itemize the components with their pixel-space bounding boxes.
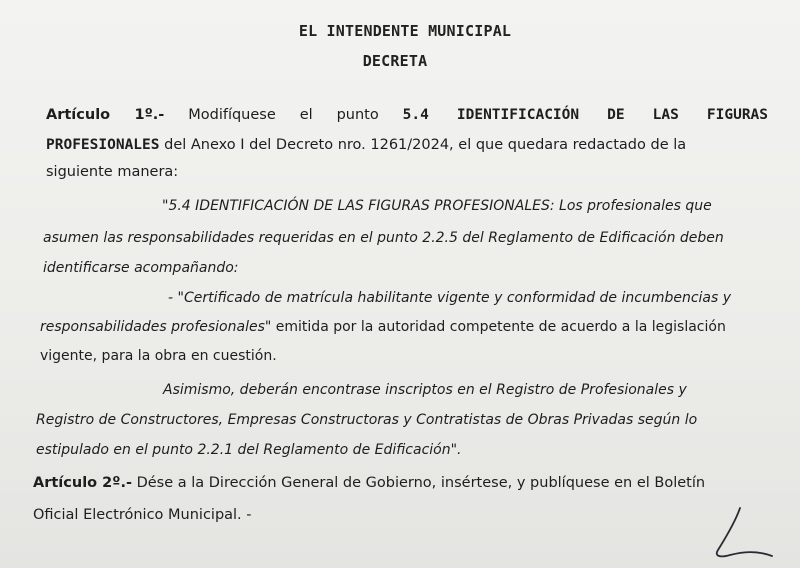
article1-section-title: 5.4 IDENTIFICACIÓN DE LAS FIGURAS <box>402 107 769 123</box>
article1-line3: siguiente manera: <box>46 164 179 180</box>
article1-line2 <box>46 136 686 154</box>
quote-line1: "5.4 IDENTIFICACIÓN DE LAS FIGURAS PROFESIONALES: Los profesionales que <box>162 198 712 214</box>
article2-line1 <box>33 474 705 492</box>
quote-bullet-line1: - "Certificado de matrícula habilitante vigente y conformidad de incumbencias y <box>168 290 732 306</box>
quote-bullet-line3: vigente, para la obra en cuestión. <box>40 348 277 364</box>
article2-label: Artículo 2º.- <box>33 475 132 491</box>
article1-line1 <box>46 106 768 124</box>
quote-line2: asumen las responsabilidades requeridas en el punto 2.2.5 del Reglamento de Edificación deben <box>43 230 724 246</box>
quote-line3: identificarse acompañando: <box>43 260 239 276</box>
article1-section-title-cont: PROFESIONALES <box>46 137 160 153</box>
article2-text: Dése a la Dirección General de Gobierno, insértese, y publíquese en el Boletín <box>136 475 706 491</box>
quote-para-line3: estipulado en el punto 2.2.1 del Reglamento de Edificación". <box>36 442 462 458</box>
quote-bullet-rest: emitida por la autoridad competente de acuerdo a la legislación <box>275 319 726 335</box>
decree-issuer-title: EL INTENDENTE MUNICIPAL <box>298 22 512 40</box>
quote-bullet-line2 <box>40 318 726 336</box>
quote-para-line1: Asimismo, deberán encontrase inscriptos en el Registro de Profesionales y <box>163 382 687 398</box>
article1-intro: Modifíquese el punto <box>188 107 379 123</box>
quote-bullet-italic: responsabilidades profesionales" <box>40 319 272 335</box>
decree-heading: DECRETA <box>362 52 428 70</box>
article1-label: Artículo 1º.- <box>46 107 165 123</box>
handwritten-signature-mark <box>700 500 780 568</box>
quote-para-line2: Registro de Constructores, Empresas Constructoras y Contratistas de Obras Privadas según lo <box>36 412 698 428</box>
article1-after-title: del Anexo I del Decreto nro. 1261/2024, el que quedara redactado de la <box>164 137 687 153</box>
article2-line2: Oficial Electrónico Municipal. - <box>33 507 252 523</box>
